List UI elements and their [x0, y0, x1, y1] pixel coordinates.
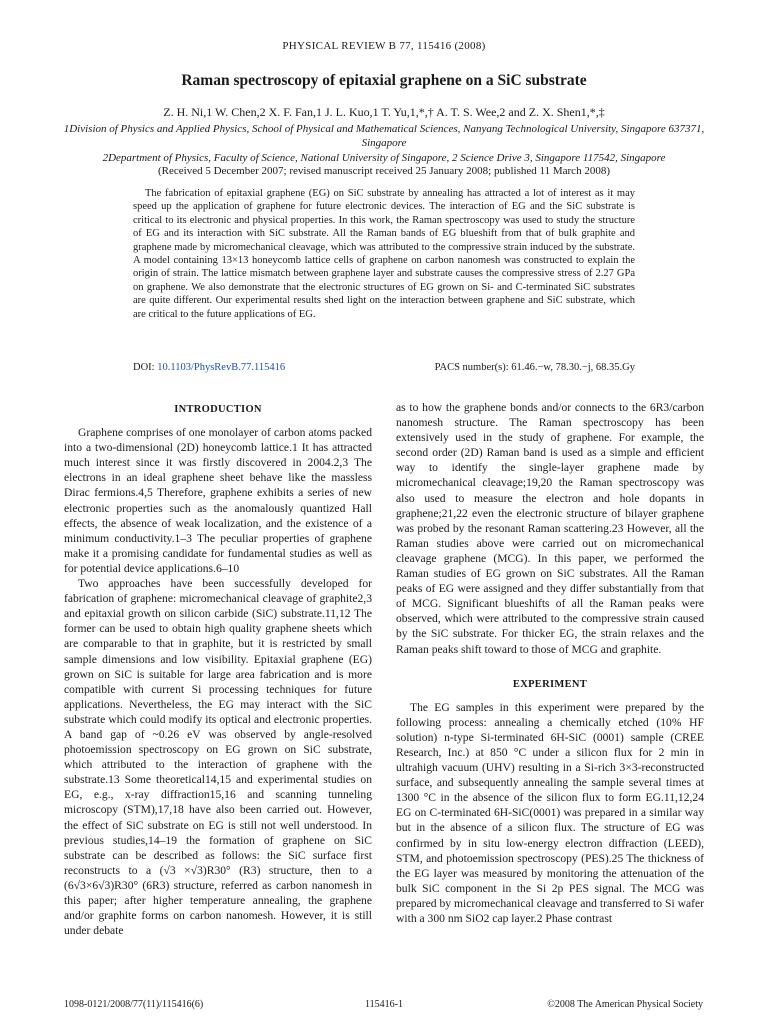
intro-paragraph-3: as to how the graphene bonds and/or connects to the 6R3/carbon nanomesh structure. The Raman spectroscopy has been extensively used in the study of graphene. For example, the second order (2D) Raman band is used as a simple and efficient way to identify the single-layer graphene made by micromechanical cleavage;19,20 the Raman spectroscopy was also used to measure the electron and hole dopants in graphene;21,22 even the electronic structure of bilayer graphene was probed by the resonant Raman scattering.23 However, all the Raman studies above were carried out on micromechanical cleavage graphene (MCG). In this paper, we performed the Raman studies of EG grown on SiC substrates. All the Raman peaks of EG were assigned and they differ substantially from that of MCG. Significant blueshifts of all the Raman peaks were observed, which were attributed to the compressive strain caused by the SiC substrate. For thicker EG, the strain relaxes and the Raman peaks shift toward to those of MCG and graphite. — [396, 401, 704, 656]
right-column — [396, 400, 704, 926]
experiment-paragraph-1: The EG samples in this experiment were prepared by the following process: annealing a chemically etched (10% HF solution) n-type Si-terminated 6H-SiC (0001) sample (CREE Research, Inc.) at 850 °C under a silicon flux for 2 min in ultrahigh vacuum (UHV) resulting in a Si-rich 3×3-reconstructed surface, and subsequently annealing the sample several times at 1300 °C in the absence of the silicon flux to form EG.11,12,24 EG on C-terminated 6H-SiC(0001) was prepared in a similar way but in the absence of a silicon flux. The structure of EG was confirmed by in situ low-energy electron diffraction (LEED), STM, and photoemission spectroscopy (PES).25 The thickness of the EG layer was measured by monitoring the attenuation of the bulk SiC component in the Si 2p PES signal. The MCG was prepared by micromechanical cleavage and transferred to Si wafer with a 300 nm SiO2 cap layer.2 Phase contrast — [396, 700, 704, 925]
intro-paragraph-1: Graphene comprises of one monolayer of carbon atoms packed into a two-dimensional (2D) honeycomb lattice.1 It has attracted much interest since it was firstly discovered in 2004.2,3 The electrons in an ideal graphene sheet behave like the massless Dirac fermions.4,5 Therefore, graphene exhibits a series of new electronic properties such as the anomalously quantized Hall effects, the absence of weak localization, and the existence of a minimum conductivity.1–3 The peculiar properties of graphene make it a promising candidate for fundamental studies as well as for potential device applications.6–10 — [64, 426, 372, 575]
section-heading-experiment: EXPERIMENT — [512, 678, 588, 690]
left-column — [64, 400, 372, 938]
doi — [133, 362, 285, 373]
doi-link[interactable]: 10.1103/PhysRevB.77.115416 — [157, 362, 286, 373]
abstract: The fabrication of epitaxial graphene (EG) on SiC substrate by annealing has attracted a lot of interest as it may speed up the application of graphene for future electronic devices. The interaction of EG and the SiC substrate is critical to its electronic and physical properties. In this work, the Raman spectroscopy was used to study the structure of EG and its interaction with SiC substrate. All the Raman bands of EG blueshift from that of bulk graphite and graphene made by micromechanical cleavage, which was attributed to the compressive strain induced by the substrate. A model containing 13×13 honeycomb lattice cells of graphene on carbon nanomesh was constructed to explain the origin of strain. The lattice mismatch between graphene layer and substrate causes the compressive stress of 2.27 GPa on graphene. We also demonstrate that the electronic structures of EG grown on Si- and C-terminated SiC substrates are quite different. Our experimental results shed light on the interaction between graphene and SiC substrate, which are critical to the future applications of EG. — [133, 188, 635, 320]
copyright: ©2008 The American Physical Society — [547, 999, 703, 1010]
paper-title: Raman spectroscopy of epitaxial graphene on a SiC substrate — [181, 72, 587, 89]
journal-header: PHYSICAL REVIEW B 77, 115416 (2008) — [282, 40, 486, 52]
section-heading-introduction: INTRODUCTION — [174, 404, 262, 415]
footer-identifier: 1098-0121/2008/77(11)/115416(6) — [64, 999, 204, 1010]
author-list: Z. H. Ni,1 W. Chen,2 X. F. Fan,1 J. L. Kuo,1 T. Yu,1,*,† A. T. S. Wee,2 and Z. X. Shen1,*,‡ — [163, 105, 605, 119]
pacs-numbers: PACS number(s): 61.46.−w, 78.30.−j, 68.35.Gy — [434, 362, 635, 373]
page-number: 115416-1 — [365, 999, 403, 1010]
affiliation-2: 2Department of Physics, Faculty of Science, National University of Singapore, 2 Science Drive 3, Singapore 117542, Singapore — [102, 152, 666, 164]
doi-label: DOI: — [133, 362, 155, 373]
received-dates: (Received 5 December 2007; revised manuscript received 25 January 2008; published 11 March 2008) — [158, 165, 610, 177]
intro-paragraph-2: Two approaches have been successfully developed for fabrication of graphene: micromechanical cleavage of graphite2,3 and epitaxial growth on silicon carbide (SiC) substrate.11,12 The former can be used to obtain high quality graphene sheets which are comparable to that in graphite, but it is restricted by small sample dimensions and low visibility. Epitaxial graphene (EG) grown on SiC is suitable for large area fabrication and is more compatible with current Si processing techniques for future applications. Nevertheless, the EG may interact with the SiC substrate which could modify its optical and electronic properties. A band gap of ~0.26 eV was observed by angle-resolved photoemission spectroscopy on EG grown on SiC substrate, which attributed to the interaction of graphene with the substrate.13 Some theoretical14,15 and experimental studies on EG, e.g., x-ray diffraction15,16 and scanning tunneling microscopy (STM),17,18 have also been carried out. However, the effect of SiC substrate on EG is still not well understood. In previous studies,14–19 the formation of graphene on SiC substrate can be described as follows: the SiC surface first reconstructs to a (√3 ×√3)R30° (R3) structure, then to a (6√3×6√3)R30° (6R3) structure, referred as carbon nanomesh in this paper; after higher temperature annealing, the graphene and/or graphite forms on carbon nanomesh. However, it is still under debate — [64, 577, 372, 938]
affiliation-1: 1Division of Physics and Applied Physics, School of Physical and Mathematical Sciences, Nanyang Technological University, Singapore 637371, Singapore — [63, 123, 705, 149]
